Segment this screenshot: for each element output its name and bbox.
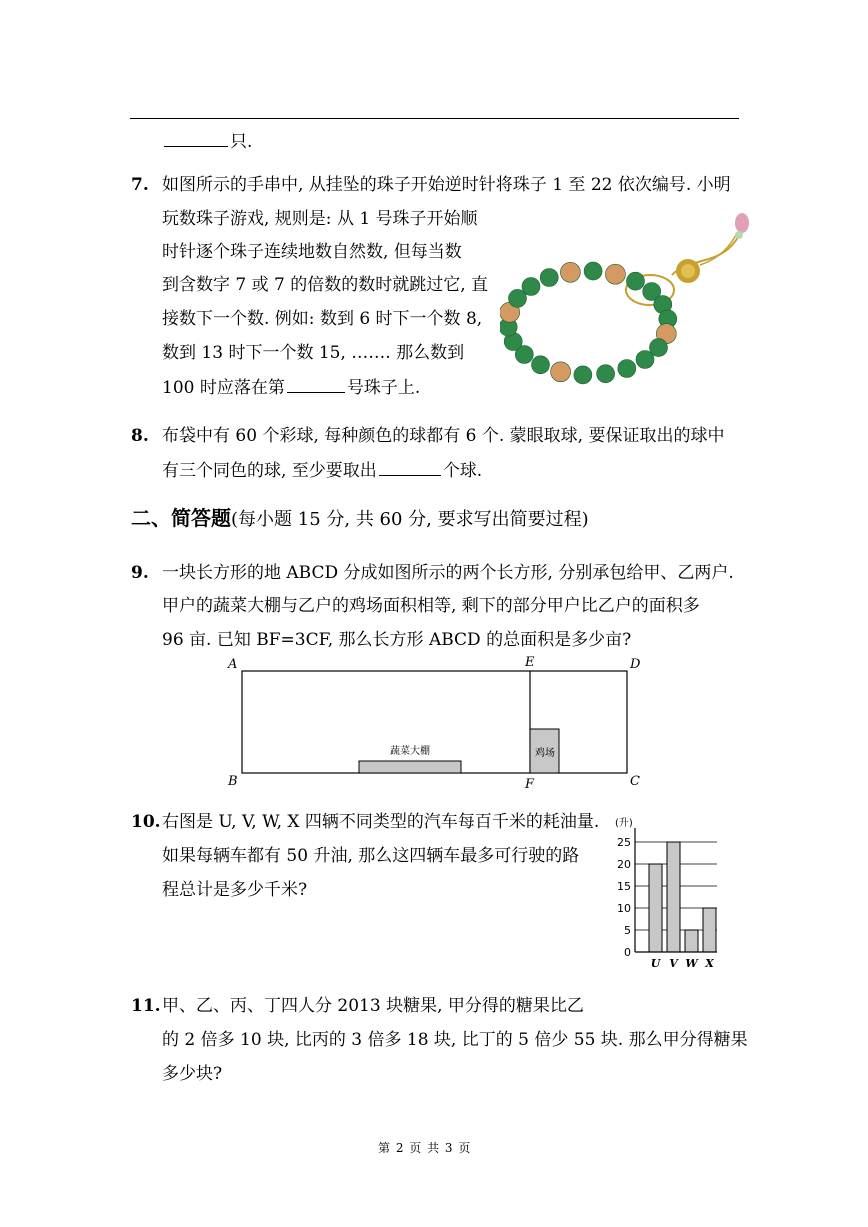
y-tick-label: 0 bbox=[624, 946, 631, 959]
y-tick-label: 20 bbox=[617, 858, 631, 871]
x-tick-label: X bbox=[705, 957, 714, 970]
answer-blank[interactable] bbox=[164, 128, 228, 147]
bar-v bbox=[667, 842, 680, 952]
y-tick-label: 10 bbox=[617, 902, 631, 915]
page-footer: 第 2 页 共 3 页 bbox=[378, 1141, 472, 1155]
x-tick-label: U bbox=[650, 957, 661, 970]
bead bbox=[532, 356, 550, 374]
section-title: 二、简答题(每小题 15 分, 共 60 分, 要求写出简要过程) bbox=[131, 506, 589, 530]
label-f: F bbox=[525, 777, 535, 790]
bar-w bbox=[685, 930, 698, 952]
bead bbox=[551, 362, 571, 382]
q10-line: 如果每辆车都有 50 升油, 那么这四辆车最多可行驶的路 bbox=[162, 846, 580, 866]
chicken-farm-label: 鸡场 bbox=[535, 748, 555, 759]
label-d: D bbox=[630, 657, 641, 672]
q11-line: 甲、乙、丙、丁四人分 2013 块糖果, 甲分得的糖果比乙 bbox=[162, 996, 584, 1016]
question-number: 11. bbox=[131, 996, 161, 1016]
bar-u bbox=[649, 864, 662, 952]
y-axis-unit: (升) bbox=[615, 818, 633, 829]
carry-over-line: 只. bbox=[162, 128, 252, 154]
rectangle-diagram bbox=[220, 650, 650, 790]
greenhouse-rect bbox=[359, 761, 461, 773]
q8-line: 布袋中有 60 个彩球, 每种颜色的球都有 6 个. 蒙眼取球, 要保证取出的球中 bbox=[162, 426, 725, 446]
question-number: 9. bbox=[131, 563, 149, 583]
bead bbox=[597, 365, 615, 383]
q9-line: 甲户的蔬菜大棚与乙户的鸡场面积相等, 剩下的部分甲户比乙户的面积多 bbox=[162, 596, 700, 616]
bead bbox=[584, 262, 602, 280]
bead bbox=[618, 360, 636, 378]
x-tick-label: V bbox=[669, 957, 678, 970]
question-number: 8. bbox=[131, 426, 149, 446]
y-tick-label: 15 bbox=[617, 880, 631, 893]
q9-line: 96 亩. 已知 BF=3CF, 那么长方形 ABCD 的总面积是多少亩? bbox=[162, 630, 632, 650]
q11-line: 的 2 倍多 10 块, 比丙的 3 倍多 18 块, 比丁的 5 倍少 55 块. 那么甲分得糖果 bbox=[162, 1030, 748, 1050]
bead bbox=[636, 351, 654, 369]
answer-blank[interactable] bbox=[287, 374, 345, 393]
q8-line: 有三个同色的球, 至少要取出 个球. bbox=[162, 457, 482, 483]
y-tick-label: 25 bbox=[617, 836, 631, 849]
q7-line: 时针逐个珠子连续地数自然数, 但每当数 bbox=[162, 242, 462, 262]
bead bbox=[560, 262, 580, 282]
q7-line: 数到 13 时下一个数 15, ……. 那么数到 bbox=[162, 343, 465, 363]
q7-line: 如图所示的手串中, 从挂坠的珠子开始逆时针将珠子 1 至 22 依次编号. 小明 bbox=[162, 175, 731, 195]
bar-x bbox=[703, 908, 716, 952]
rectangle-abcd bbox=[242, 671, 627, 773]
header-rule bbox=[130, 118, 739, 119]
bead-ring bbox=[500, 262, 677, 384]
bead bbox=[605, 264, 625, 284]
label-e: E bbox=[525, 655, 535, 670]
fuel-bar-chart bbox=[605, 812, 735, 972]
greenhouse-label: 蔬菜大棚 bbox=[390, 746, 430, 757]
q10-line: 程总计是多少千米? bbox=[162, 880, 308, 900]
q11-line: 多少块? bbox=[162, 1064, 223, 1084]
x-tick-label: W bbox=[685, 957, 698, 970]
q7-line: 100 时应落在第 号珠子上. bbox=[162, 374, 420, 400]
bead bbox=[540, 269, 558, 287]
q7-line: 到含数字 7 或 7 的倍数的数时就跳过它, 直 bbox=[162, 275, 489, 295]
bead bbox=[627, 272, 645, 290]
label-c: C bbox=[630, 774, 640, 789]
bead bbox=[574, 366, 592, 384]
q9-line: 一块长方形的地 ABCD 分成如图所示的两个长方形, 分别承包给甲、乙两户. bbox=[162, 563, 734, 583]
question-number: 7. bbox=[131, 175, 149, 195]
label-a: A bbox=[228, 657, 238, 672]
label-b: B bbox=[228, 774, 238, 789]
y-tick-label: 5 bbox=[624, 924, 631, 937]
q7-line: 玩数珠子游戏, 规则是: 从 1 号珠子开始顺 bbox=[162, 209, 478, 229]
bracelet-icon bbox=[500, 205, 760, 395]
q10-line: 右图是 U, V, W, X 四辆不同类型的汽车每百千米的耗油量. bbox=[162, 812, 600, 832]
answer-blank[interactable] bbox=[379, 457, 441, 476]
bead bbox=[522, 278, 540, 296]
q7-line: 接数下一个数. 例如: 数到 6 时下一个数 8, bbox=[162, 309, 483, 329]
question-number: 10. bbox=[131, 812, 161, 832]
